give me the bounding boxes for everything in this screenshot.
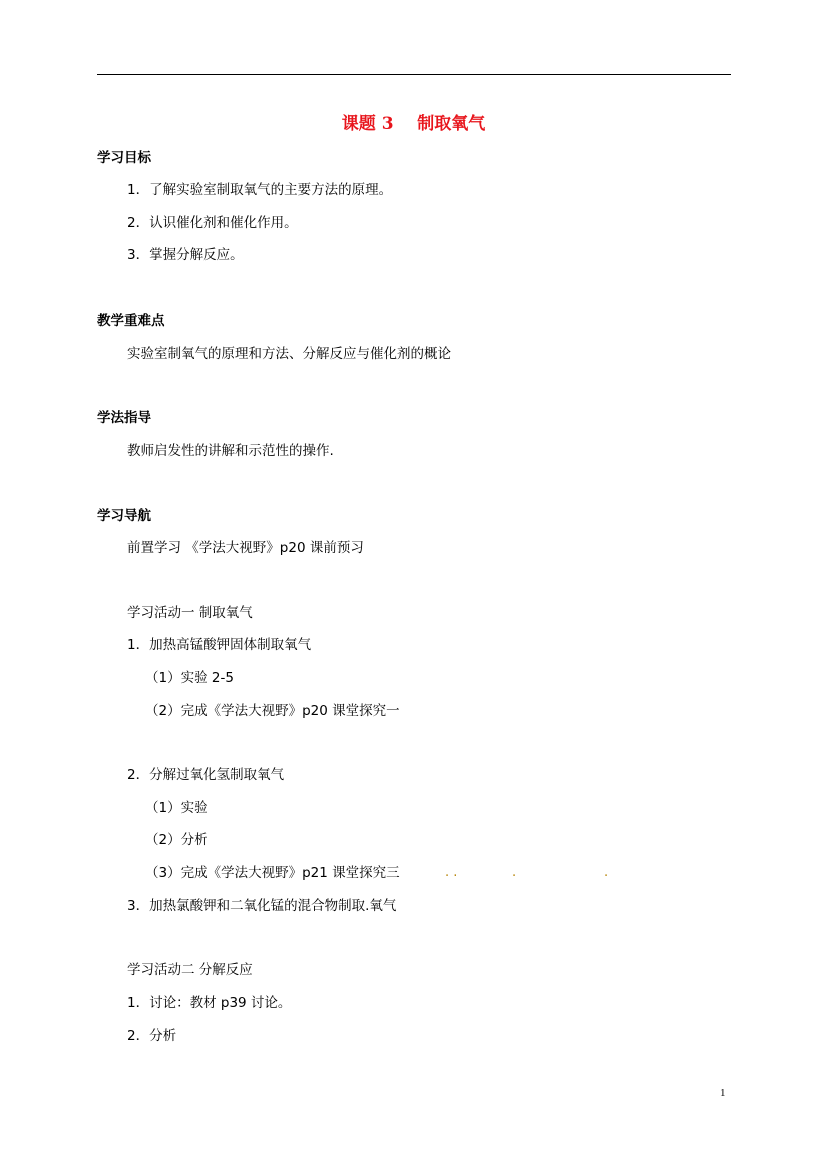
navigation-heading: 学习导航	[97, 508, 151, 524]
activity-2-item-1: 1．讨论：教材 p39 讨论。	[127, 995, 292, 1011]
goals-heading: 学习目标	[97, 150, 151, 166]
activity-1-item-2: 2．分解过氧化氢制取氧气	[127, 767, 285, 783]
method-text: 教师启发性的讲解和示范性的操作.	[127, 443, 334, 459]
activity-1-heading: 学习活动一 制取氧气	[127, 605, 253, 621]
preview-line: 前置学习 《学法大视野》p20 课前预习	[127, 540, 364, 556]
activity-1-item-1-sub-1: （1）实验 2-5	[145, 670, 234, 686]
stray-mark-1: . .	[445, 865, 458, 880]
key-points-heading: 教学重难点	[97, 313, 165, 329]
goal-item-1: 1．了解实验室制取氧气的主要方法的原理。	[127, 182, 393, 198]
activity-2-heading: 学习活动二 分解反应	[127, 962, 253, 978]
stray-mark-3: .	[604, 865, 609, 880]
goal-item-2: 2．认识催化剂和催化作用。	[127, 215, 298, 231]
header-rule	[97, 74, 731, 75]
goal-item-3: 3．掌握分解反应。	[127, 247, 244, 263]
activity-1-item-1-sub-2: （2）完成《学法大视野》p20 课堂探究一	[145, 703, 400, 719]
key-points-text: 实验室制氧气的原理和方法、分解反应与催化剂的概论	[127, 346, 451, 362]
activity-1-item-3: 3．加热氯酸钾和二氧化锰的混合物制取.氧气	[127, 898, 397, 914]
activity-2-item-2: 2．分析	[127, 1028, 177, 1044]
activity-1-item-2-sub-3: （3）完成《学法大视野》p21 课堂探究三	[145, 865, 400, 881]
activity-1-item-2-sub-2: （2）分析	[145, 832, 208, 848]
page-number: 1	[720, 1087, 726, 1099]
stray-mark-2: .	[512, 865, 517, 880]
activity-1-item-1: 1．加热高锰酸钾固体制取氧气	[127, 637, 312, 653]
document-title: 课题 3 制取氧气	[341, 114, 486, 134]
activity-1-item-2-sub-1: （1）实验	[145, 800, 208, 816]
method-heading: 学法指导	[97, 410, 151, 426]
